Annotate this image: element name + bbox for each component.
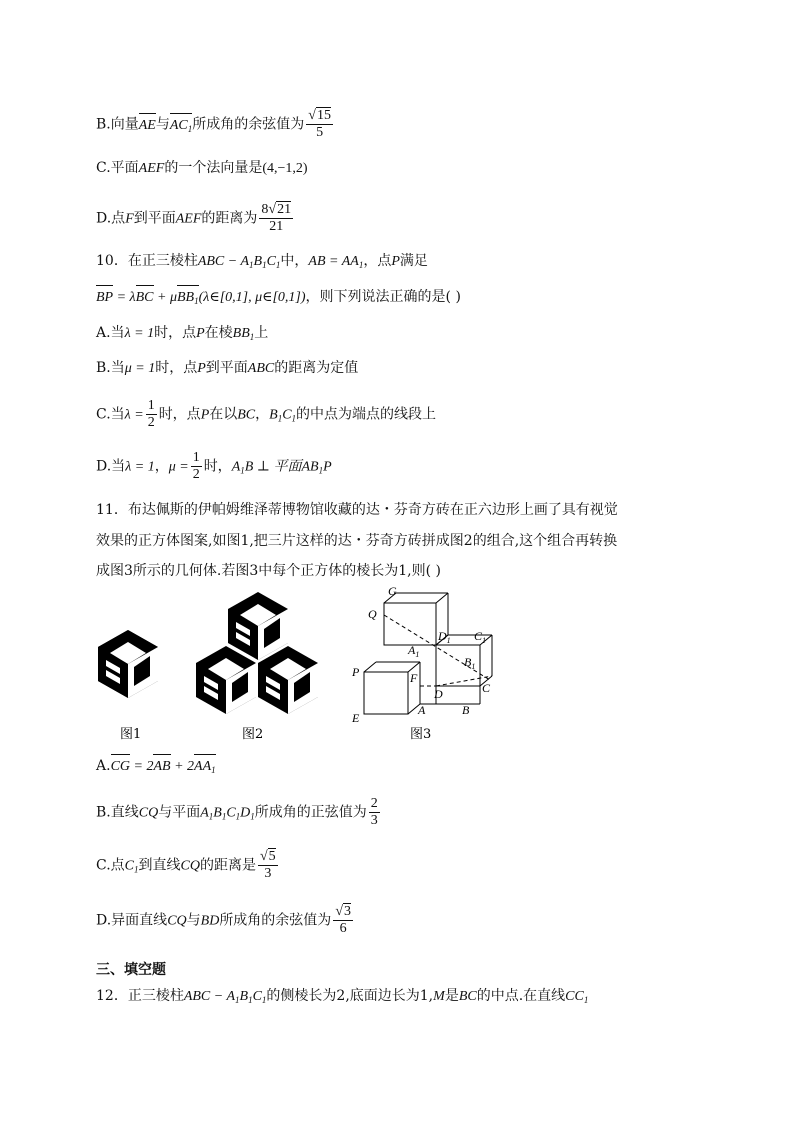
label-P: P — [352, 665, 360, 679]
option-10c: C.当λ = $\frac{1}{2}$ 时，点P在以BC，$B_1C_1$的中点为端点的线段上 — [96, 398, 437, 430]
figure-3-label: 图3 — [410, 727, 432, 742]
option-10d: D.当λ = 1，μ = $\frac{1}{2}$ 时，$A_1B$ ⊥ 平面$AB_1P$ — [96, 450, 332, 482]
question-11-line3: 成图3所示的几何体.若图3中每个正方体的棱长为1,则( ) — [96, 563, 441, 579]
label-A: A — [418, 703, 426, 717]
label-F: F — [410, 671, 418, 685]
figure-3 — [364, 593, 492, 714]
question-11-line2: 效果的正方体图案,如图1,把三片这样的达・芬奇方砖拼成图2的组合,这个组合再转换 — [96, 533, 618, 549]
figure-2-label: 图2 — [242, 727, 264, 742]
question-10-condition: BP = λBC + μBB$_1$(λ∈[0,1], μ∈[0,1])，则下列说法正确的是( ) — [96, 287, 461, 311]
label-D1: $D_1$ — [438, 629, 451, 645]
option-10a: A.当λ = 1时，点P在棱$BB_1$上 — [96, 325, 269, 342]
label-B: B — [462, 703, 470, 717]
label-Q: Q — [368, 607, 377, 621]
option-10b: B.当μ = 1时，点P到平面ABC的距离为定值 — [96, 360, 359, 376]
label-A1: $A_1$ — [408, 643, 420, 659]
figures-svg — [90, 584, 510, 744]
label-C1: $C_1$ — [474, 629, 487, 645]
question-10-stem: 10．在正三棱柱ABC − $A_1B_1C_1$中，AB = $AA_1$，点P满足 — [96, 253, 428, 270]
figure-1-label: 图1 — [120, 727, 142, 742]
option-11b: B.直线CQ与平面$A_1B_1C_1D_1$所成角的正弦值为 $\frac{2}{3}$ — [96, 796, 378, 828]
option-9d: D.点F到平面AEF的距离为 $\frac{8√21}{21}$ — [96, 202, 292, 234]
figure-1 — [98, 630, 158, 698]
label-C: C — [482, 681, 491, 695]
question-11-line1: 11．布达佩斯的伊帕姆维泽蒂博物馆收藏的达・芬奇方砖在正六边形上画了具有视觉 — [96, 502, 618, 518]
figure-2 — [196, 592, 318, 714]
option-11a: $A.CG = 2AB + 2AA_1$ — [96, 756, 216, 780]
label-G: G — [388, 584, 397, 598]
section-heading-fill-in: 三、填空题 — [96, 962, 166, 978]
question-12: 12．正三棱柱ABC − $A_1B_1C_1$的侧棱长为2,底面边长为1,M是BC的中点.在直线$CC_1$ — [96, 988, 589, 1005]
label-B1: $B_1$ — [464, 655, 476, 671]
option-9c: C.平面AEF的一个法向量是(4,−1,2) — [96, 160, 308, 176]
option-9b: B.向量AE与$AC_1$所成角的余弦值为 $\frac{√15}{5}$ — [96, 108, 331, 140]
label-E: E — [352, 711, 360, 725]
label-D: D — [434, 687, 443, 701]
option-11d: D.异面直线CQ与BD所成角的余弦值为 $\frac{√3}{6}$ — [96, 904, 351, 936]
option-11c: C.点$C_1$到直线CQ的距离是 $\frac{√5}{3}$ — [96, 849, 276, 881]
